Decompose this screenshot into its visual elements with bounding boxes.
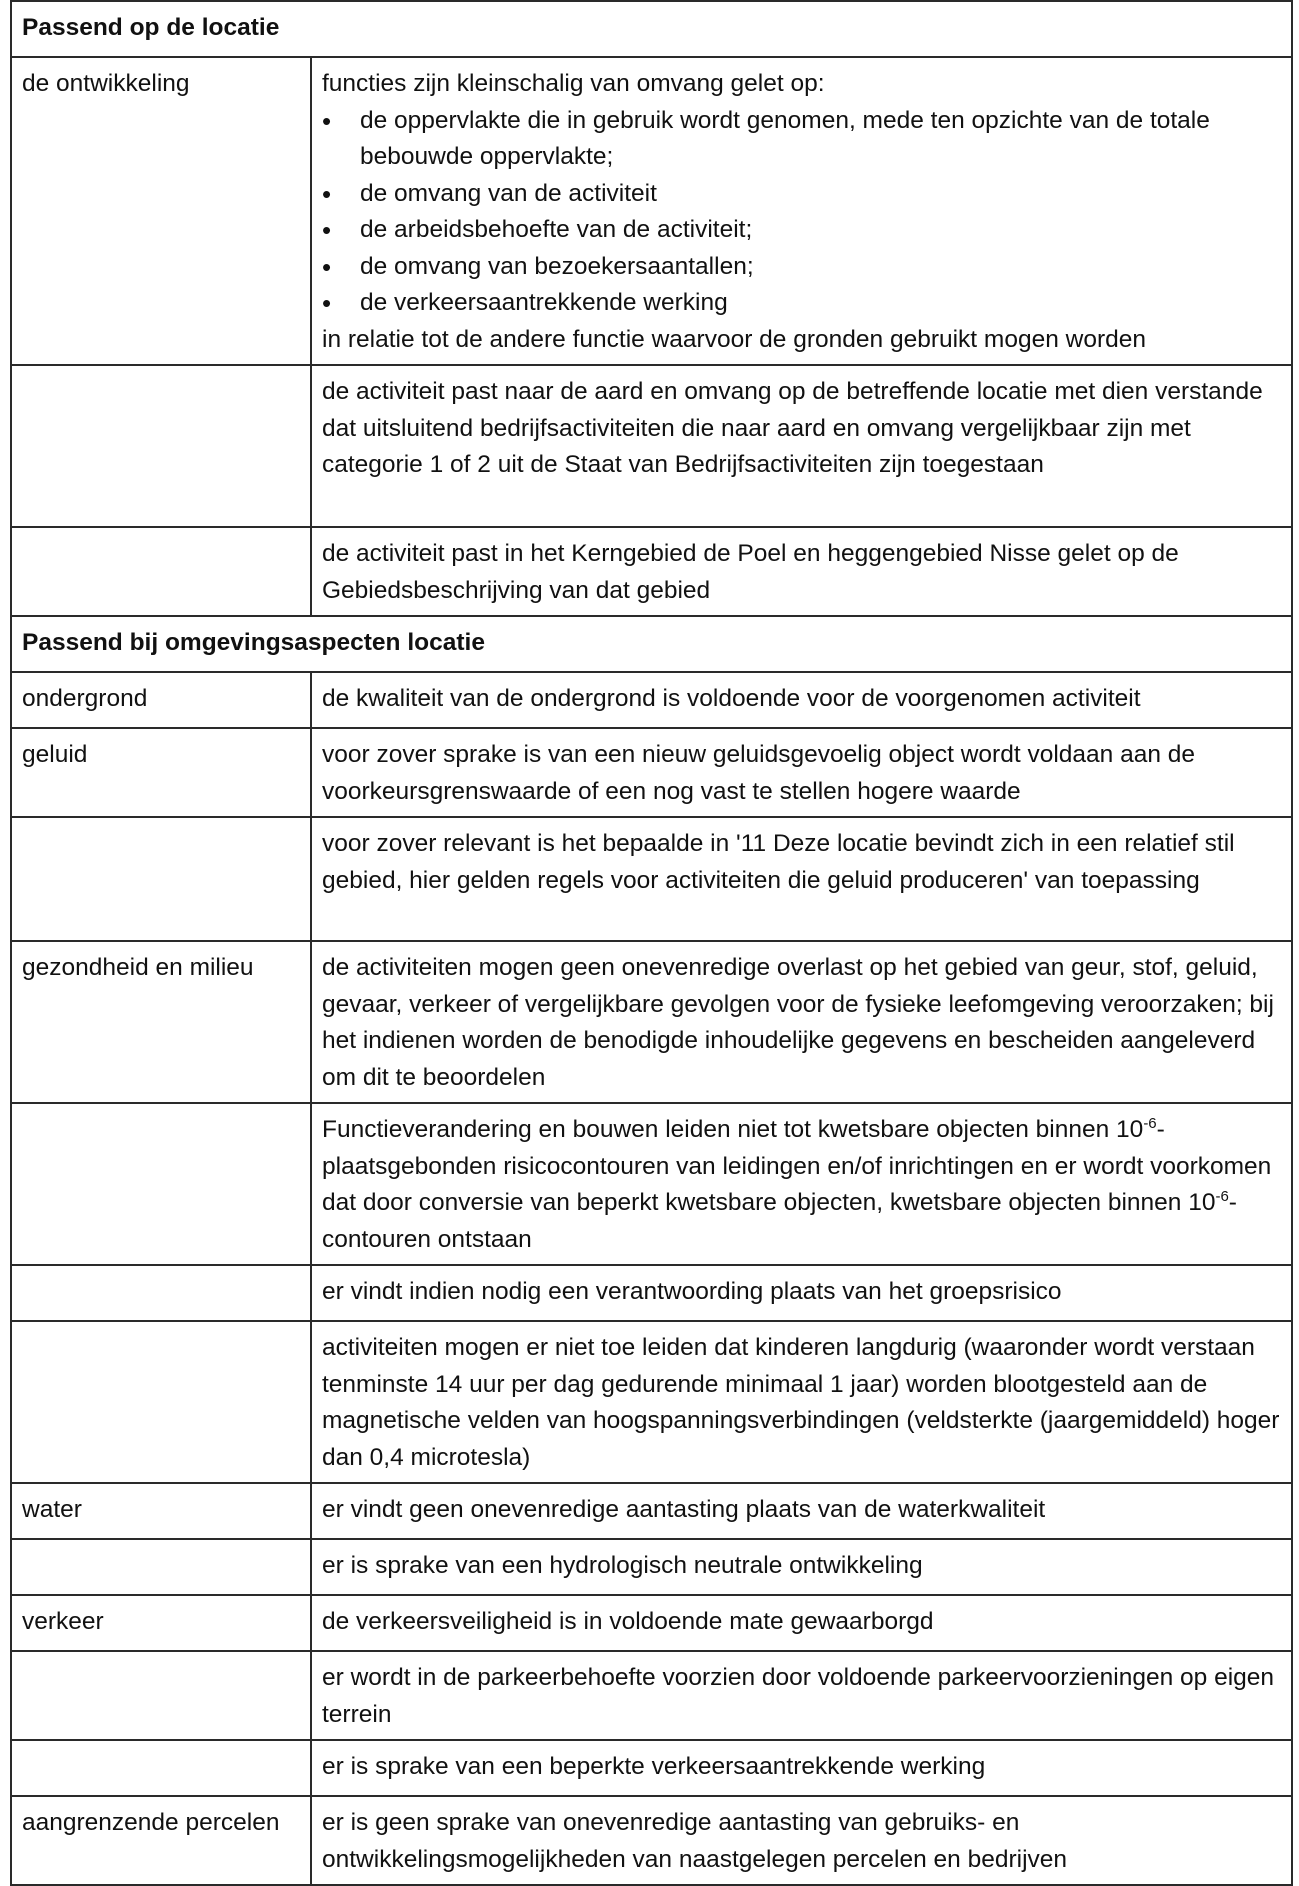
row-label bbox=[11, 1740, 311, 1796]
criterion-bullet-list bbox=[322, 103, 1281, 322]
section-title: Passend op de locatie bbox=[11, 1, 1292, 57]
list-item: • de arbeidsbehoefte van de activiteit; bbox=[360, 212, 1281, 249]
criteria-table bbox=[10, 0, 1293, 1886]
row-label bbox=[11, 365, 311, 527]
row-criterion: de kwaliteit van de ondergrond is voldoende voor de voorgenomen activiteit bbox=[311, 672, 1292, 728]
list-item: • de oppervlakte die in gebruik wordt genomen, mede ten opzichte van de totale bebouwde oppervlakte; bbox=[360, 103, 1281, 176]
row-criterion: voor zover sprake is van een nieuw geluidsgevoelig object wordt voldaan aan de voorkeursgrenswaarde of een nog vast te stellen hogere waarde bbox=[311, 728, 1292, 817]
row-label bbox=[11, 817, 311, 941]
table-row bbox=[11, 57, 1292, 365]
row-criterion: er is geen sprake van onevenredige aantasting van gebruiks- en ontwikkelingsmogelijkheden van naastgelegen percelen en bedrijven bbox=[311, 1796, 1292, 1885]
row-label bbox=[11, 1321, 311, 1483]
table-row bbox=[11, 527, 1292, 616]
table-row bbox=[11, 1796, 1292, 1885]
row-criterion: activiteiten mogen er niet toe leiden dat kinderen langdurig (waaronder wordt verstaan tenminste 14 uur per dag gedurende minimaal 1 jaar) worden blootgesteld aan de magnetische velden van hoogspanningsverbindingen (veldsterkte (jaargemiddeld) hoger dan 0,4 microtesla) bbox=[311, 1321, 1292, 1483]
row-label bbox=[11, 1103, 311, 1265]
row-criterion: de activiteiten mogen geen onevenredige overlast op het gebied van geur, stof, geluid, gevaar, verkeer of vergelijkbare gevolgen voor de fysieke leefomgeving veroorzaken; bij het indienen worden de benodigde inhoudelijke gegevens en bescheiden aangeleverd om dit te beoordelen bbox=[311, 941, 1292, 1103]
row-criterion: er is sprake van een beperkte verkeersaantrekkende werking bbox=[311, 1740, 1292, 1796]
row-label bbox=[11, 1651, 311, 1740]
section-header-row bbox=[11, 616, 1292, 672]
table-row bbox=[11, 672, 1292, 728]
list-item: • de verkeersaantrekkende werking bbox=[360, 285, 1281, 322]
row-criterion: er vindt indien nodig een verantwoording plaats van het groepsrisico bbox=[311, 1265, 1292, 1321]
table-row bbox=[11, 1740, 1292, 1796]
row-label: ondergrond bbox=[11, 672, 311, 728]
section-header-row bbox=[11, 1, 1292, 57]
row-criterion bbox=[311, 57, 1292, 365]
risk-text-part: -contouren ontstaan bbox=[322, 1189, 1237, 1253]
table-row bbox=[11, 1483, 1292, 1539]
table-row bbox=[11, 1539, 1292, 1595]
row-label bbox=[11, 1265, 311, 1321]
row-criterion: er vindt geen onevenredige aantasting plaats van de waterkwaliteit bbox=[311, 1483, 1292, 1539]
row-criterion: voor zover relevant is het bepaalde in '11 Deze locatie bevindt zich in een relatief stil gebied, hier gelden regels voor activiteiten die geluid produceren' van toepassing bbox=[311, 817, 1292, 941]
table-row bbox=[11, 365, 1292, 527]
criterion-intro: functies zijn kleinschalig van omvang gelet op: bbox=[322, 70, 825, 97]
list-item: • de omvang van bezoekersaantallen; bbox=[360, 249, 1281, 286]
section-title: Passend bij omgevingsaspecten locatie bbox=[11, 616, 1292, 672]
list-item: • de omvang van de activiteit bbox=[360, 176, 1281, 213]
criterion-outro: in relatie tot de andere functie waarvoor de gronden gebruikt mogen worden bbox=[322, 325, 1146, 353]
row-label: verkeer bbox=[11, 1595, 311, 1651]
row-criterion: de activiteit past in het Kerngebied de Poel en heggengebied Nisse gelet op de Gebiedsbeschrijving van dat gebied bbox=[311, 527, 1292, 616]
table-row bbox=[11, 1321, 1292, 1483]
row-label bbox=[11, 1539, 311, 1595]
row-label: geluid bbox=[11, 728, 311, 817]
row-criterion: de verkeersveiligheid is in voldoende mate gewaarborgd bbox=[311, 1595, 1292, 1651]
table-row bbox=[11, 1651, 1292, 1740]
table-row bbox=[11, 817, 1292, 941]
table-row bbox=[11, 941, 1292, 1103]
table-row bbox=[11, 1265, 1292, 1321]
risk-exponent: -6 bbox=[1215, 1187, 1229, 1205]
table-row bbox=[11, 1103, 1292, 1265]
row-criterion-risk bbox=[311, 1103, 1292, 1265]
row-label: de ontwikkeling bbox=[11, 57, 311, 365]
row-label: gezondheid en milieu bbox=[11, 941, 311, 1103]
row-label bbox=[11, 527, 311, 616]
table-row bbox=[11, 1595, 1292, 1651]
row-criterion: er is sprake van een hydrologisch neutrale ontwikkeling bbox=[311, 1539, 1292, 1595]
risk-text-part: Functieverandering en bouwen leiden niet tot kwetsbare objecten binnen 10 bbox=[322, 1116, 1144, 1143]
row-criterion: de activiteit past naar de aard en omvang op de betreffende locatie met dien verstande dat uitsluitend bedrijfsactiviteiten die naar aard en omvang vergelijkbaar zijn met categorie 1 of 2 uit de Staat van Bedrijfsactiviteiten zijn toegestaan bbox=[311, 365, 1292, 527]
risk-exponent: -6 bbox=[1143, 1114, 1157, 1132]
row-label: aangrenzende percelen bbox=[11, 1796, 311, 1885]
risk-text-part: -plaatsgebonden risicocontouren van leidingen en/of inrichtingen en er wordt voorkomen dat door conversie van beperkt kwetsbare objecten, kwetsbare objecten binnen 10 bbox=[322, 1116, 1272, 1216]
table-row bbox=[11, 728, 1292, 817]
row-criterion: er wordt in de parkeerbehoefte voorzien door voldoende parkeervoorzieningen op eigen terrein bbox=[311, 1651, 1292, 1740]
row-label: water bbox=[11, 1483, 311, 1539]
